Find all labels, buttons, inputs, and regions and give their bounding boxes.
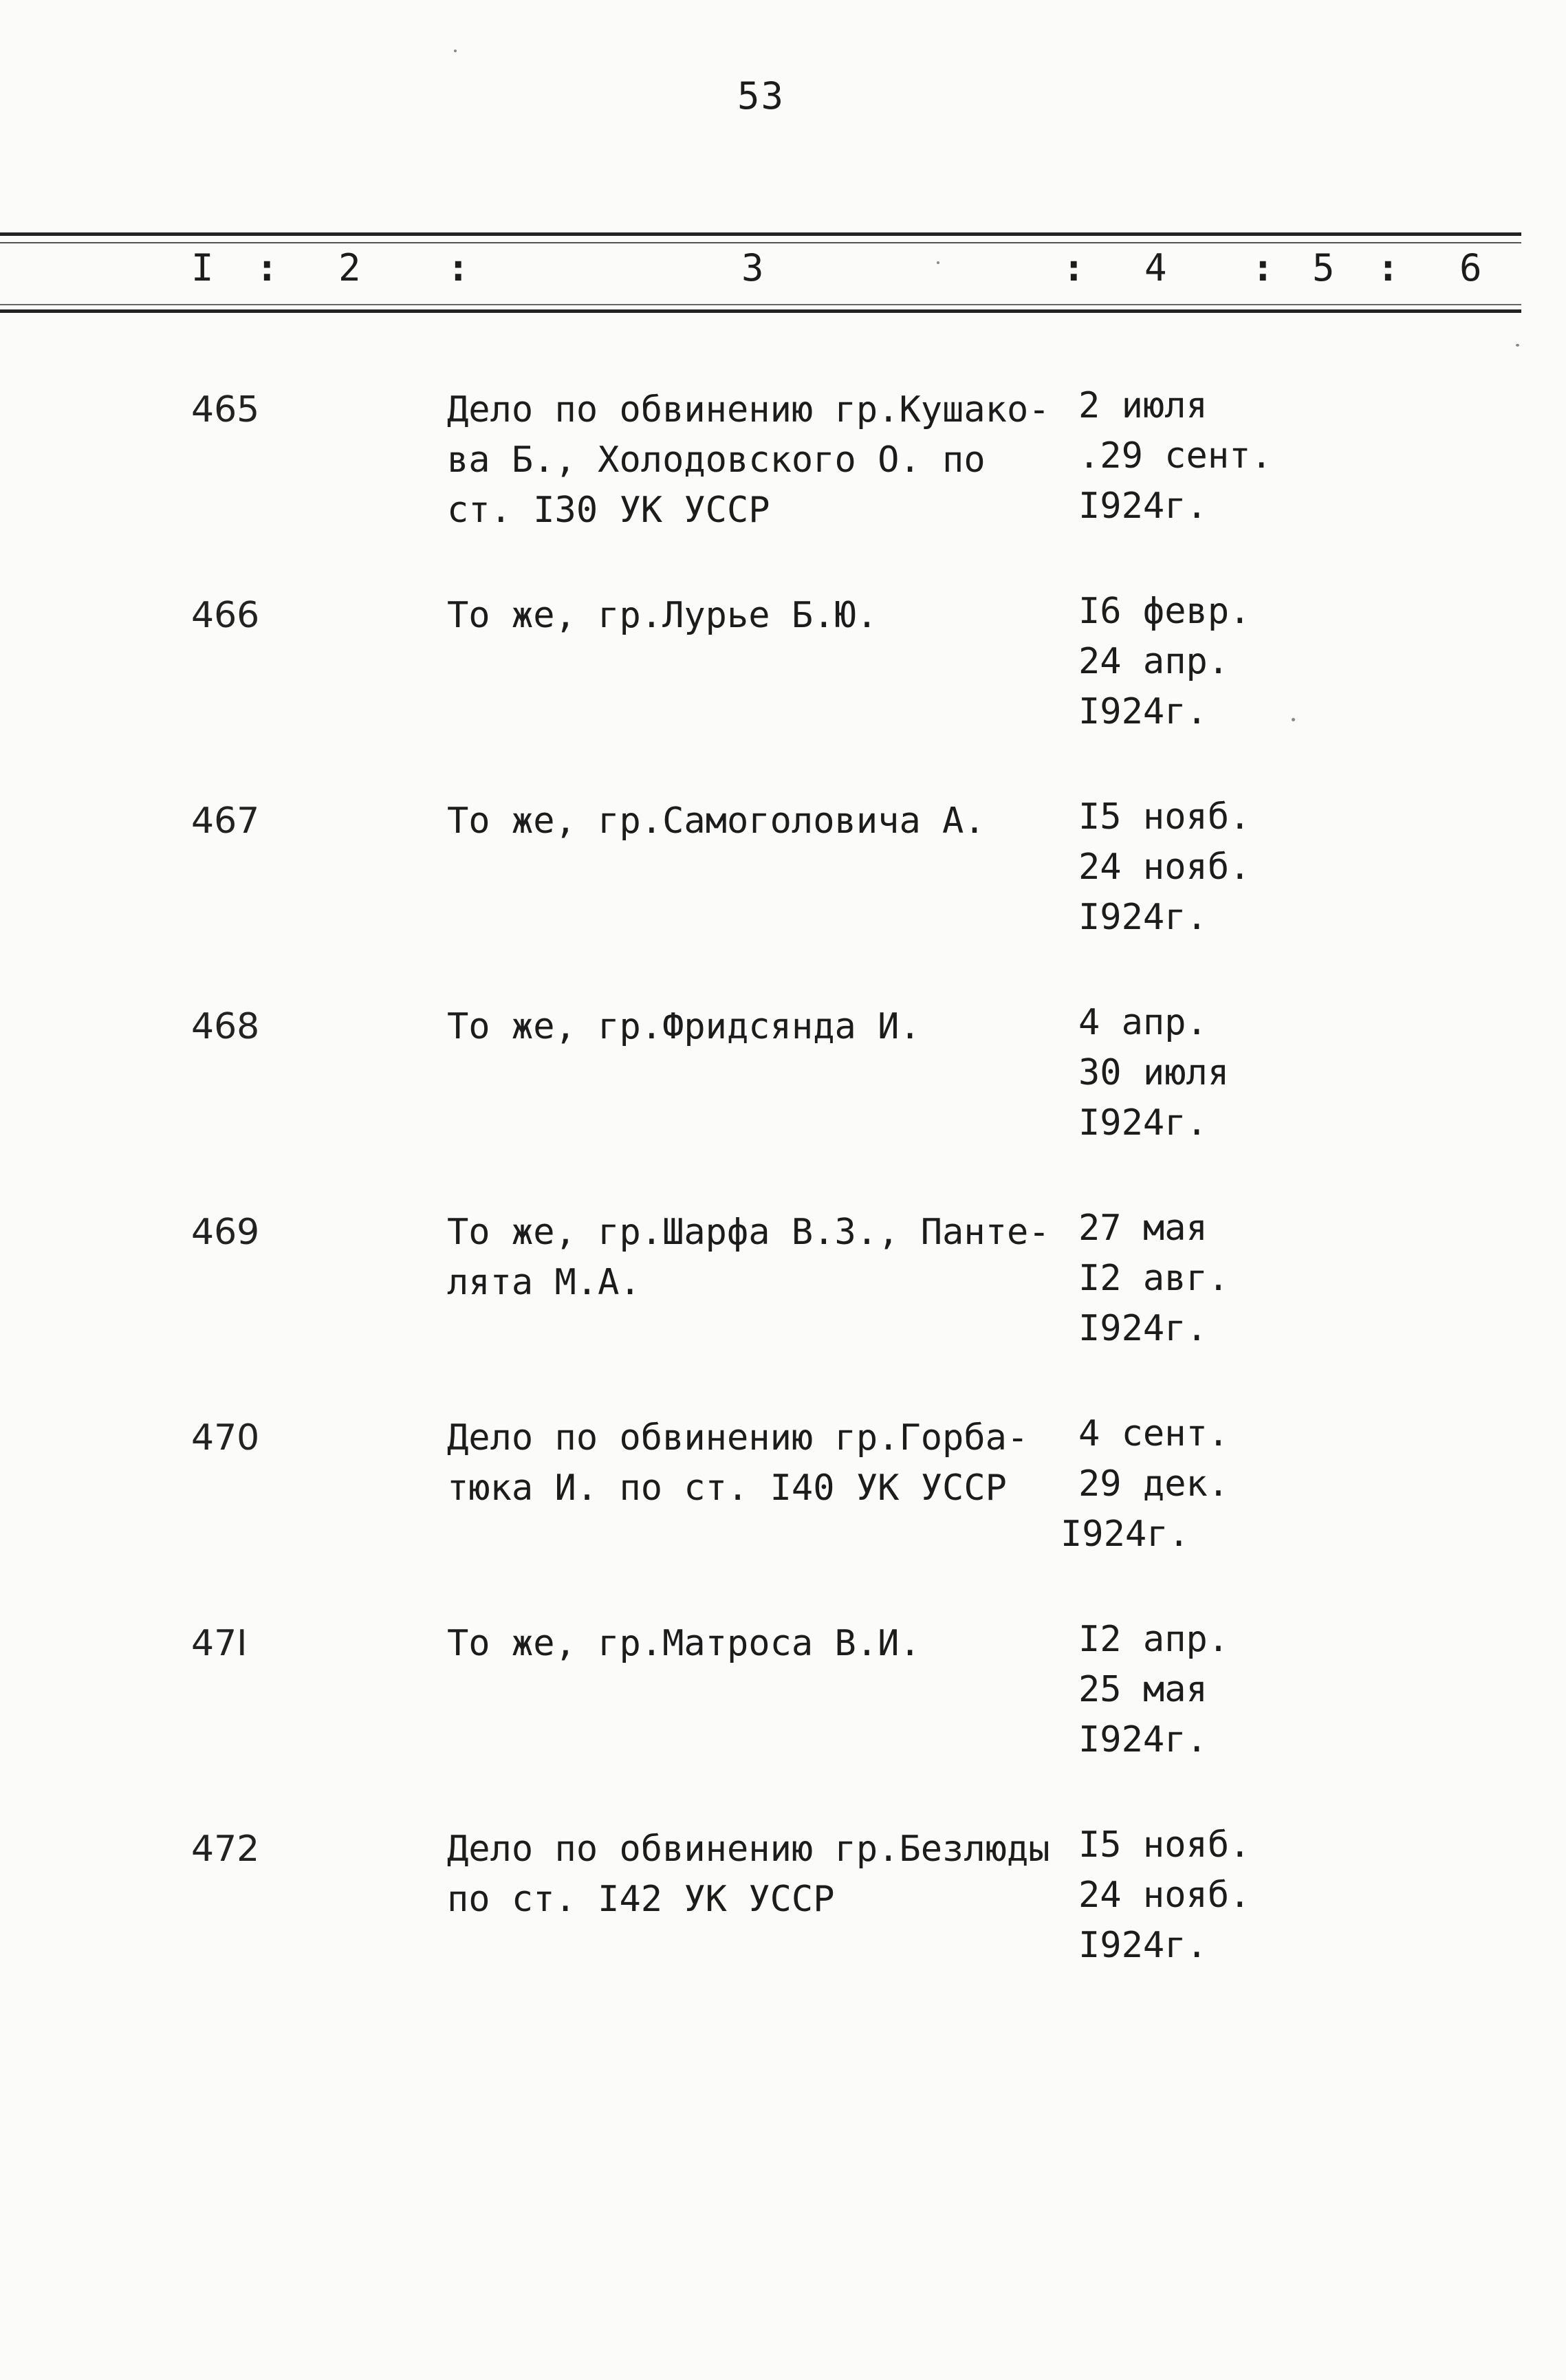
entry-end-date: .29 сент.: [1078, 435, 1272, 477]
entry-start-date: 27 мая: [1078, 1208, 1208, 1249]
entry-dates: [1078, 792, 1250, 943]
entry-description: То же, гр.Фридсянда И.: [447, 1006, 921, 1047]
entries-list: [0, 385, 1566, 2030]
entry-dates: [1078, 998, 1229, 1148]
entry-description: Дело по обвинению гр.Безлюды по ст. I42 УК УССР: [447, 1828, 1050, 1920]
scan-speck: [1292, 718, 1295, 721]
entry-description: То же, гр.Самоголовича А.: [447, 800, 986, 842]
entry-number: 47I: [191, 1623, 248, 1664]
header-rule-bottom: [0, 309, 1521, 313]
scan-speck: [1516, 344, 1519, 347]
header-rule-bottom-thin: [0, 304, 1521, 305]
entry-start-date: 4 апр.: [1078, 1002, 1208, 1043]
entry-row: [0, 1413, 1566, 1619]
entry-dates: [1078, 1615, 1229, 1765]
entry-description: Дело по обвинению гр.Горба- тюка И. по ст. I40 УК УССР: [447, 1417, 1029, 1509]
entry-year: I924г.: [1078, 1925, 1208, 1966]
column-separator: :: [1063, 246, 1085, 290]
column-header-4: 4: [1144, 246, 1167, 290]
column-separator: :: [1377, 246, 1400, 290]
entry-row: [0, 1002, 1566, 1208]
entry-row: [0, 1824, 1566, 2030]
column-header-5: 5: [1312, 246, 1335, 290]
entry-number: 469: [191, 1212, 260, 1253]
column-separator: :: [256, 246, 279, 290]
column-header-2: 2: [338, 246, 361, 290]
entry-end-date: 24 апр.: [1078, 641, 1230, 682]
entry-year: I924г.: [1078, 485, 1208, 527]
entry-year: I924г.: [1078, 691, 1208, 732]
column-separator: :: [1252, 246, 1274, 290]
entry-year: I924г.: [1078, 1719, 1208, 1760]
entry-description: Дело по обвинению гр.Кушако- ва Б., Холодовского О. по ст. I30 УК УССР: [447, 389, 1050, 531]
entry-year: I924г.: [1078, 1308, 1208, 1349]
entry-end-date: 25 мая: [1078, 1669, 1208, 1710]
entry-number: 466: [191, 595, 260, 636]
entry-number: 467: [191, 800, 260, 842]
entry-start-date: 2 июля: [1078, 385, 1208, 426]
scan-speck: [937, 261, 939, 264]
entry-row: [0, 1208, 1566, 1413]
entry-start-date: I5 нояб.: [1078, 796, 1251, 838]
entry-end-date: 29 дек.: [1078, 1463, 1230, 1505]
page-number: 53: [737, 74, 785, 118]
entry-end-date: 24 нояб.: [1078, 1875, 1251, 1916]
entry-number: 470: [191, 1417, 260, 1459]
entry-description: То же, гр.Лурье Б.Ю.: [447, 595, 878, 636]
entry-end-date: 30 июля: [1078, 1052, 1230, 1093]
entry-description: То же, гр.Шарфа В.З., Панте- лята М.А.: [447, 1212, 1050, 1303]
entry-row: [0, 796, 1566, 1002]
entry-start-date: I2 апр.: [1078, 1619, 1230, 1660]
entry-year: I924г.: [1078, 1102, 1208, 1144]
entry-number: 465: [191, 389, 260, 430]
entry-dates: [1078, 587, 1250, 737]
entry-row: [0, 385, 1566, 591]
entry-number: 468: [191, 1006, 260, 1047]
entry-row: [0, 591, 1566, 796]
entry-start-date: 4 сент.: [1078, 1413, 1230, 1454]
entry-start-date: I6 февр.: [1078, 591, 1251, 632]
scan-speck: [454, 50, 457, 52]
column-header-3: 3: [741, 246, 764, 290]
entry-description: То же, гр.Матроса В.И.: [447, 1623, 921, 1664]
column-header-1: I: [191, 246, 214, 290]
entry-year: I924г.: [1061, 1514, 1190, 1555]
entry-end-date: 24 нояб.: [1078, 847, 1251, 888]
header-rule-top: [0, 232, 1521, 236]
entry-start-date: I5 нояб.: [1078, 1824, 1251, 1866]
entry-dates: [1078, 1203, 1229, 1354]
entry-dates: [1078, 381, 1272, 532]
entry-row: [0, 1619, 1566, 1824]
entry-year: I924г.: [1078, 897, 1208, 938]
entry-number: 472: [191, 1828, 260, 1870]
entry-dates: [1061, 1409, 1230, 1560]
entry-end-date: I2 авг.: [1078, 1258, 1230, 1299]
column-separator: :: [447, 246, 470, 290]
entry-dates: [1078, 1820, 1250, 1971]
header-rule-top-thin: [0, 242, 1521, 243]
column-header-6: 6: [1459, 246, 1482, 290]
